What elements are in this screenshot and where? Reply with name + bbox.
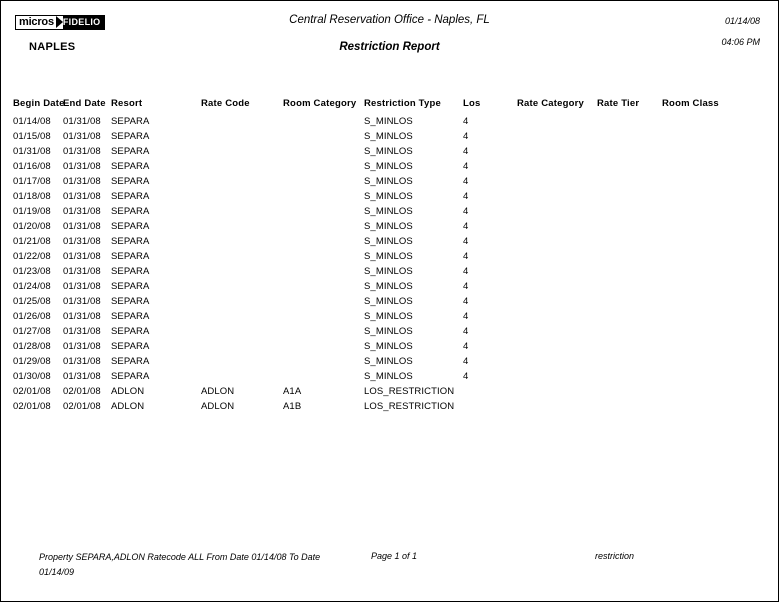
property-label: NAPLES: [29, 41, 76, 53]
cell-los: 4: [463, 131, 469, 142]
cell-begin-date: 02/01/08: [13, 386, 51, 397]
table-row: [1, 326, 779, 341]
cell-end-date: 01/31/08: [63, 146, 101, 157]
cell-resort: SEPARA: [111, 341, 150, 352]
cell-restriction-type: S_MINLOS: [364, 311, 413, 322]
cell-resort: SEPARA: [111, 176, 150, 187]
table-row: [1, 281, 779, 296]
column-header-los: Los: [463, 98, 481, 109]
cell-resort: SEPARA: [111, 191, 150, 202]
cell-los: 4: [463, 191, 469, 202]
footer-page-indicator: Page 1 of 1: [371, 551, 418, 561]
cell-los: 4: [463, 296, 469, 307]
column-header-rate-code: Rate Code: [201, 98, 250, 109]
cell-restriction-type: S_MINLOS: [364, 236, 413, 247]
cell-begin-date: 02/01/08: [13, 401, 51, 412]
cell-los: 4: [463, 221, 469, 232]
table-row: [1, 206, 779, 221]
cell-end-date: 01/31/08: [63, 371, 101, 382]
cell-begin-date: 01/23/08: [13, 266, 51, 277]
cell-restriction-type: S_MINLOS: [364, 356, 413, 367]
cell-begin-date: 01/24/08: [13, 281, 51, 292]
cell-end-date: 01/31/08: [63, 356, 101, 367]
cell-end-date: 01/31/08: [63, 206, 101, 217]
cell-end-date: 01/31/08: [63, 236, 101, 247]
cell-end-date: 02/01/08: [63, 401, 101, 412]
cell-end-date: 01/31/08: [63, 311, 101, 322]
logo-micros-text: micros: [16, 16, 56, 29]
cell-restriction-type: S_MINLOS: [364, 326, 413, 337]
table-body: [1, 116, 779, 416]
cell-restriction-type: S_MINLOS: [364, 206, 413, 217]
column-header-resort: Resort: [111, 98, 143, 109]
header-date: 01/14/08: [724, 16, 760, 26]
cell-begin-date: 01/19/08: [13, 206, 51, 217]
cell-begin-date: 01/17/08: [13, 176, 51, 187]
table-row: [1, 161, 779, 176]
cell-end-date: 01/31/08: [63, 341, 101, 352]
cell-end-date: 01/31/08: [63, 326, 101, 337]
cell-los: 4: [463, 251, 469, 262]
cell-end-date: 01/31/08: [63, 176, 101, 187]
table-row: [1, 371, 779, 386]
cell-begin-date: 01/29/08: [13, 356, 51, 367]
cell-resort: ADLON: [111, 401, 145, 412]
table-row: [1, 296, 779, 311]
cell-los: 4: [463, 311, 469, 322]
cell-end-date: 01/31/08: [63, 251, 101, 262]
column-header-rate-tier: Rate Tier: [597, 98, 640, 109]
cell-resort: SEPARA: [111, 206, 150, 217]
cell-los: 4: [463, 281, 469, 292]
cell-restriction-type: S_MINLOS: [364, 131, 413, 142]
footer-criteria: Property SEPARA,ADLON Ratecode ALL From Date 01/14/08 To Date 01/14/09: [39, 552, 321, 577]
cell-restriction-type: S_MINLOS: [364, 161, 413, 172]
cell-los: 4: [463, 266, 469, 277]
table-row: [1, 221, 779, 236]
column-header-room-category: Room Category: [283, 98, 357, 109]
cell-end-date: 01/31/08: [63, 131, 101, 142]
restriction-table: [1, 98, 779, 416]
cell-room-category: A1A: [283, 386, 302, 397]
cell-los: 4: [463, 236, 469, 247]
cell-begin-date: 01/28/08: [13, 341, 51, 352]
table-row: [1, 251, 779, 266]
cell-begin-date: 01/30/08: [13, 371, 51, 382]
cell-begin-date: 01/20/08: [13, 221, 51, 232]
cell-end-date: 01/31/08: [63, 191, 101, 202]
table-row: [1, 176, 779, 191]
cell-restriction-type: LOS_RESTRICTION: [364, 401, 455, 412]
cell-restriction-type: S_MINLOS: [364, 281, 413, 292]
cell-rate-code: ADLON: [201, 386, 235, 397]
cell-los: 4: [463, 341, 469, 352]
cell-los: 4: [463, 371, 469, 382]
table-row: [1, 116, 779, 131]
cell-restriction-type: LOS_RESTRICTION: [364, 386, 455, 397]
cell-begin-date: 01/18/08: [13, 191, 51, 202]
cell-rate-code: ADLON: [201, 401, 235, 412]
cell-begin-date: 01/31/08: [13, 146, 51, 157]
cell-resort: SEPARA: [111, 131, 150, 142]
cell-resort: SEPARA: [111, 221, 150, 232]
cell-resort: SEPARA: [111, 116, 150, 127]
cell-resort: SEPARA: [111, 251, 150, 262]
cell-resort: SEPARA: [111, 296, 150, 307]
cell-resort: SEPARA: [111, 161, 150, 172]
cell-restriction-type: S_MINLOS: [364, 221, 413, 232]
cell-begin-date: 01/26/08: [13, 311, 51, 322]
cell-resort: SEPARA: [111, 281, 150, 292]
cell-begin-date: 01/22/08: [13, 251, 51, 262]
cell-los: 4: [463, 161, 469, 172]
cell-restriction-type: S_MINLOS: [364, 176, 413, 187]
cell-begin-date: 01/16/08: [13, 161, 51, 172]
office-title: Central Reservation Office - Naples, FL: [289, 14, 490, 26]
cell-los: 4: [463, 176, 469, 187]
table-row: [1, 131, 779, 146]
cell-end-date: 01/31/08: [63, 221, 101, 232]
table-row: [1, 401, 779, 416]
cell-restriction-type: S_MINLOS: [364, 251, 413, 262]
cell-resort: SEPARA: [111, 326, 150, 337]
cell-end-date: 02/01/08: [63, 386, 101, 397]
table-row: [1, 341, 779, 356]
table-header-row: [1, 98, 779, 116]
cell-restriction-type: S_MINLOS: [364, 146, 413, 157]
cell-end-date: 01/31/08: [63, 116, 101, 127]
cell-los: 4: [463, 116, 469, 127]
footer-report-id: restriction: [595, 551, 635, 561]
cell-resort: SEPARA: [111, 311, 150, 322]
table-row: [1, 191, 779, 206]
cell-end-date: 01/31/08: [63, 296, 101, 307]
cell-begin-date: 01/25/08: [13, 296, 51, 307]
table-row: [1, 236, 779, 251]
cell-resort: SEPARA: [111, 266, 150, 277]
cell-resort: SEPARA: [111, 146, 150, 157]
column-header-restriction-type: Restriction Type: [364, 98, 441, 109]
cell-begin-date: 01/15/08: [13, 131, 51, 142]
logo-fidelio-text: FIDELIO: [63, 16, 105, 29]
table-row: [1, 386, 779, 401]
cell-resort: ADLON: [111, 386, 145, 397]
cell-room-category: A1B: [283, 401, 302, 412]
cell-los: 4: [463, 356, 469, 367]
cell-los: 4: [463, 146, 469, 157]
column-header-rate-category: Rate Category: [517, 98, 585, 109]
cell-resort: SEPARA: [111, 371, 150, 382]
cell-los: 4: [463, 206, 469, 217]
column-header-begin-date: Begin Date: [13, 98, 65, 109]
table-row: [1, 356, 779, 371]
cell-begin-date: 01/21/08: [13, 236, 51, 247]
cell-restriction-type: S_MINLOS: [364, 341, 413, 352]
table-row: [1, 266, 779, 281]
table-row: [1, 146, 779, 161]
cell-los: 4: [463, 326, 469, 337]
cell-end-date: 01/31/08: [63, 281, 101, 292]
column-header-end-date: End Date: [63, 98, 106, 109]
cell-restriction-type: S_MINLOS: [364, 116, 413, 127]
cell-begin-date: 01/27/08: [13, 326, 51, 337]
cell-end-date: 01/31/08: [63, 266, 101, 277]
cell-restriction-type: S_MINLOS: [364, 191, 413, 202]
cell-resort: SEPARA: [111, 236, 150, 247]
header-time: 04:06 PM: [721, 37, 760, 47]
cell-resort: SEPARA: [111, 356, 150, 367]
cell-restriction-type: S_MINLOS: [364, 266, 413, 277]
cell-begin-date: 01/14/08: [13, 116, 51, 127]
table-row: [1, 311, 779, 326]
column-header-room-class: Room Class: [662, 98, 719, 109]
cell-end-date: 01/31/08: [63, 161, 101, 172]
report-title: Restriction Report: [339, 41, 440, 53]
cell-restriction-type: S_MINLOS: [364, 296, 413, 307]
cell-restriction-type: S_MINLOS: [364, 371, 413, 382]
